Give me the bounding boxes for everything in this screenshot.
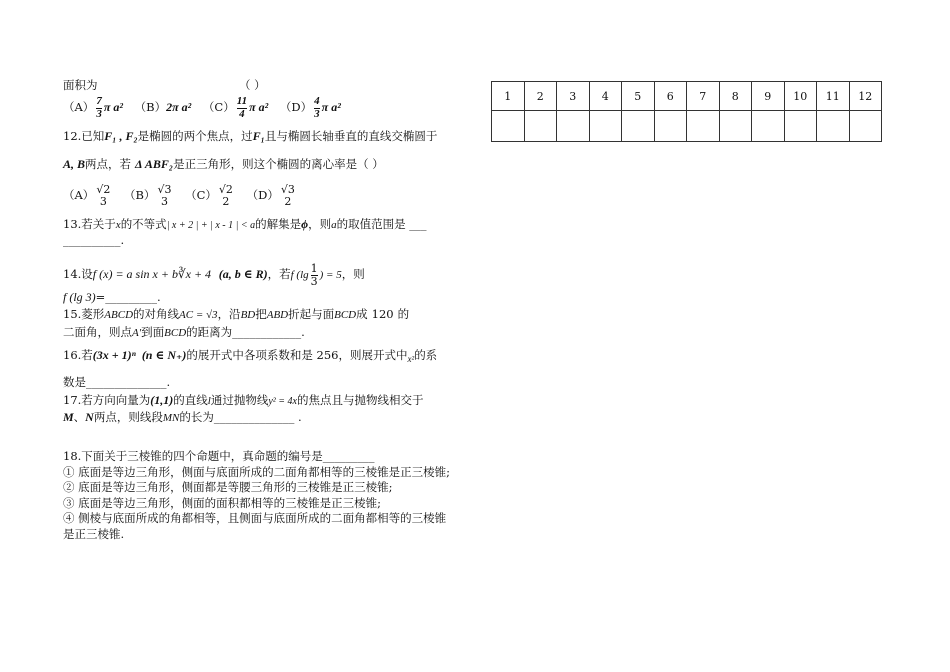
question-column [63,78,463,542]
answer-cell-6[interactable] [654,111,687,142]
answer-cell-8[interactable] [719,111,752,142]
q18 [63,449,463,542]
answer-col-11: 11 [817,82,850,111]
q12-option-c: （C） √2 2 [185,183,233,208]
answer-table [491,81,882,142]
q11-options [63,96,463,126]
q12-option-a: （A） √2 3 [63,183,111,208]
answer-table-blank-row [492,111,882,142]
q12-foci: F₁ , F₂ [104,129,138,143]
answer-cell-11[interactable] [817,111,850,142]
q14-line1: 14.设f (x) = a sin x + b∛x + 4 (a, b ∈ R)，若f (lg $\frac{1}{3}$ ) = 5，则 [63,262,365,288]
q11-option-c: （C） $\frac{11}{4}$ π a² [202,95,269,120]
q17-line2: M、N两点，则线段MN的长为______________ . [63,410,302,424]
answer-col-3: 3 [557,82,590,111]
q18-item-4: ④ 侧棱与底面所成的角都相等，且侧面与底面所成的二面角都相等的三棱锥 [63,511,447,526]
q13-line2: __________. [63,233,125,247]
q12-option-b: （B） √3 3 [123,183,172,208]
q16-line2: 数是______________. [63,375,171,389]
answer-cell-2[interactable] [524,111,557,142]
q17-line1: 17.若方向向量为(1,1)的直线l通过抛物线y² = 4x的焦点且与抛物线相交于 [63,393,424,407]
answer-cell-3[interactable] [557,111,590,142]
q11-answer-paren: （ ） [239,78,266,92]
answer-cell-12[interactable] [849,111,882,142]
q12-options [63,184,463,216]
answer-col-6: 6 [654,82,687,111]
q12-line2: A, B两点，若 Δ ABF₂是正三角形，则这个椭圆的离心率是（ ） [63,157,384,171]
answer-col-12: 12 [849,82,882,111]
q15-line2: 二面角，则点A′到面BCD的距离为____________. [63,325,305,339]
answer-cell-4[interactable] [589,111,622,142]
answer-cell-9[interactable] [752,111,785,142]
q11-cont: 面积为 [63,78,98,92]
answer-cell-10[interactable] [784,111,817,142]
q11-option-d: （D） $\frac{4}{3}$ π a² [279,95,341,120]
answer-col-8: 8 [719,82,752,111]
q18-item-4-cont: 是正三棱锥. [63,526,125,541]
answer-cell-7[interactable] [687,111,720,142]
answer-cell-1[interactable] [492,111,525,142]
answer-table-header-row [492,82,882,111]
q18-item-1: ① 底面是等边三角形，侧面与底面所成的二面角都相等的三棱锥是正三棱锥; [63,464,451,479]
q16-line1: 16.若(3x + 1)ⁿ (n ∈ N₊)的展开式中各项系数和是 256，则展开式中$_{x^2}$的系 [63,348,438,364]
q18-item-3: ③ 底面是等边三角形，侧面的面积都相等的三棱锥是正三棱锥; [63,495,382,510]
answer-col-5: 5 [622,82,655,111]
q13-line1: 13.若关于x的不等式| x + 2 | + | x - 1 | < a的解集是ϕ，则a的取值范围是 ___ [63,217,427,231]
q11-option-a: （A） $\frac{7}{3}$ π a² [63,95,123,120]
q11-stem [63,78,463,96]
q18-title: 18.下面关于三棱锥的四个命题中，真命题的编号是_________ [63,449,375,463]
answer-col-4: 4 [589,82,622,111]
answer-col-10: 10 [784,82,817,111]
answer-col-7: 7 [687,82,720,111]
q11-option-b: （B）2π a² [134,100,192,115]
q15-line1: 15.菱形ABCD的对角线AC = √3，沿BD把ABD折起与面BCD成 120 的 [63,307,410,321]
q12-option-d: （D） √3 2 [246,183,295,208]
answer-cell-5[interactable] [622,111,655,142]
q18-item-2: ② 底面是等边三角形，侧面都是等腰三角形的三棱锥是正三棱锥; [63,480,393,495]
q12-line1: 12.已知F₁ , F₂是椭圆的两个焦点，过F₁且与椭圆长轴垂直的直线交椭圆于 [63,129,438,143]
q14-line2: f (lg 3)=_________. [63,290,161,304]
answer-col-2: 2 [524,82,557,111]
answer-col-1: 1 [492,82,525,111]
answer-col-9: 9 [752,82,785,111]
